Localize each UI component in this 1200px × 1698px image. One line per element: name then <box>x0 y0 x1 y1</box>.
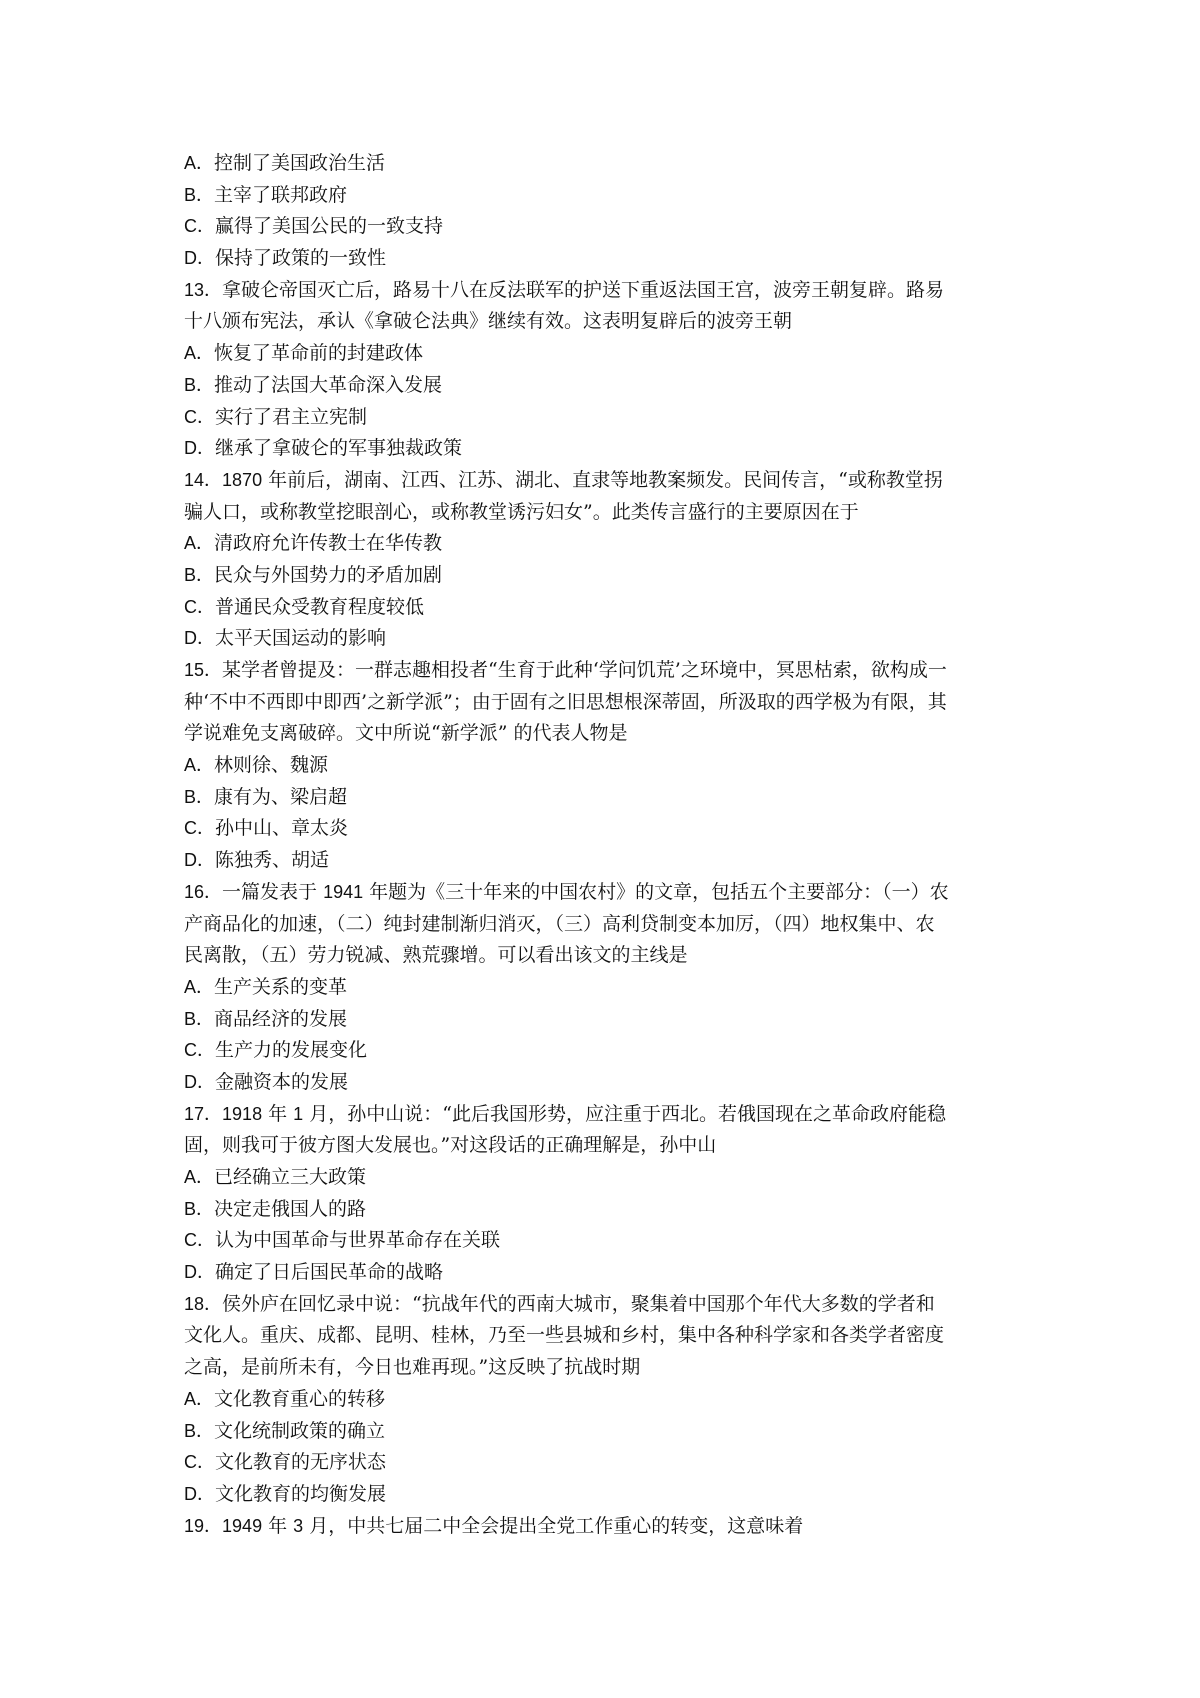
option-b[interactable]: B．商品经济的发展 <box>184 1007 348 1030</box>
option-c[interactable]: C．认为中国革命与世界革命存在关联 <box>184 1229 501 1252</box>
question-15 <box>184 655 1020 877</box>
option-a[interactable]: A．林则徐、魏源 <box>184 754 329 777</box>
option-d[interactable]: D．继承了拿破仑的军事独裁政策 <box>184 437 463 460</box>
option-a[interactable]: A．生产关系的变革 <box>184 975 348 998</box>
question-stem: 之高，是前所未有，今日也难再现。”这反映了抗战时期 <box>184 1356 641 1379</box>
option-d[interactable]: D．太平天国运动的影响 <box>184 627 387 650</box>
option-d[interactable]: D．金融资本的发展 <box>184 1070 349 1093</box>
option-b[interactable]: B．康有为、梁启超 <box>184 785 348 808</box>
question-14 <box>184 465 1020 655</box>
option-b[interactable]: B．主宰了联邦政府 <box>184 183 348 206</box>
option-d[interactable]: D．文化教育的均衡发展 <box>184 1482 387 1505</box>
question-stem: 学说难免支离破碎。文中所说“新学派” 的代表人物是 <box>184 722 628 745</box>
question-stem: 17．1918 年 1 月，孙中山说：“此后我国形势，应注重于西北。若俄国现在之革命政府能稳 <box>184 1102 946 1125</box>
question-stem: 13．拿破仑帝国灭亡后，路易十八在反法联军的护送下重返法国王宫，波旁王朝复辟。路易 <box>184 278 945 301</box>
question-13 <box>184 275 1020 465</box>
option-a[interactable]: A．恢复了革命前的封建政体 <box>184 342 424 365</box>
question-19 <box>184 1511 1020 1543</box>
question-18 <box>184 1289 1020 1511</box>
question-stem: 民离散，（五）劳力锐减、熟荒骤增。可以看出该文的主线是 <box>184 944 688 967</box>
option-d[interactable]: D．陈独秀、胡适 <box>184 849 330 872</box>
question-stem: 产商品化的加速，（二）纯封建制渐归消灭，（三）高利贷制变本加厉，（四）地权集中、农 <box>184 912 935 935</box>
question-12-options <box>184 148 1020 275</box>
question-17 <box>184 1099 1020 1289</box>
option-a[interactable]: A．文化教育重心的转移 <box>184 1387 386 1410</box>
question-stem: 十八颁布宪法，承认《拿破仑法典》继续有效。这表明复辟后的波旁王朝 <box>184 310 793 333</box>
question-16 <box>184 877 1020 1099</box>
question-stem: 18．侯外庐在回忆录中说：“抗战年代的西南大城市，聚集着中国那个年代大多数的学者和 <box>184 1292 935 1315</box>
option-c[interactable]: C．赢得了美国公民的一致支持 <box>184 215 444 238</box>
option-a[interactable]: A．清政府允许传教士在华传教 <box>184 532 443 555</box>
question-stem: 16．一篇发表于 1941 年题为《三十年来的中国农村》的文章，包括五个主要部分：（一）农 <box>184 880 949 903</box>
option-d[interactable]: D．确定了日后国民革命的战略 <box>184 1261 444 1284</box>
option-a[interactable]: A．控制了美国政治生活 <box>184 152 386 174</box>
exam-page <box>184 148 1020 1542</box>
option-b[interactable]: B．民众与外国势力的矛盾加剧 <box>184 563 443 586</box>
option-c[interactable]: C．孙中山、章太炎 <box>184 817 349 840</box>
option-c[interactable]: C．生产力的发展变化 <box>184 1039 368 1062</box>
question-stem: 19．1949 年 3 月，中共七届二中全会提出全党工作重心的转变，这意味着 <box>184 1514 804 1537</box>
option-a[interactable]: A．已经确立三大政策 <box>184 1166 367 1188</box>
option-b[interactable]: B．文化统制政策的确立 <box>184 1419 386 1442</box>
option-c[interactable]: C．普通民众受教育程度较低 <box>184 595 425 618</box>
question-stem: 骗人口，或称教堂挖眼剖心，或称教堂诱污妇女”。此类传言盛行的主要原因在于 <box>184 500 859 523</box>
question-stem: 文化人。重庆、成都、昆明、桂林，乃至一些县城和乡村，集中各种科学家和各类学者密度 <box>184 1324 945 1347</box>
question-stem: 14．1870 年前后，湖南、江西、江苏、湖北、直隶等地教案频发。民间传言，“或称教堂拐 <box>184 468 943 491</box>
question-stem: 固，则我可于彼方图大发展也。”对这段话的正确理解是，孙中山 <box>184 1134 717 1157</box>
option-c[interactable]: C．实行了君主立宪制 <box>184 405 368 428</box>
option-b[interactable]: B．推动了法国大革命深入发展 <box>184 373 443 396</box>
option-b[interactable]: B．决定走俄国人的路 <box>184 1197 367 1220</box>
option-c[interactable]: C．文化教育的无序状态 <box>184 1451 387 1474</box>
question-stem: 种‘不中不西即中即西’之新学派”；由于固有之旧思想根深蒂固，所汲取的西学极为有限，其 <box>184 690 947 713</box>
option-d[interactable]: D．保持了政策的一致性 <box>184 247 387 270</box>
question-stem: 15．某学者曾提及：一群志趣相投者“生育于此种‘学问饥荒’之环境中，冥思枯索，欲构成一 <box>184 659 947 681</box>
